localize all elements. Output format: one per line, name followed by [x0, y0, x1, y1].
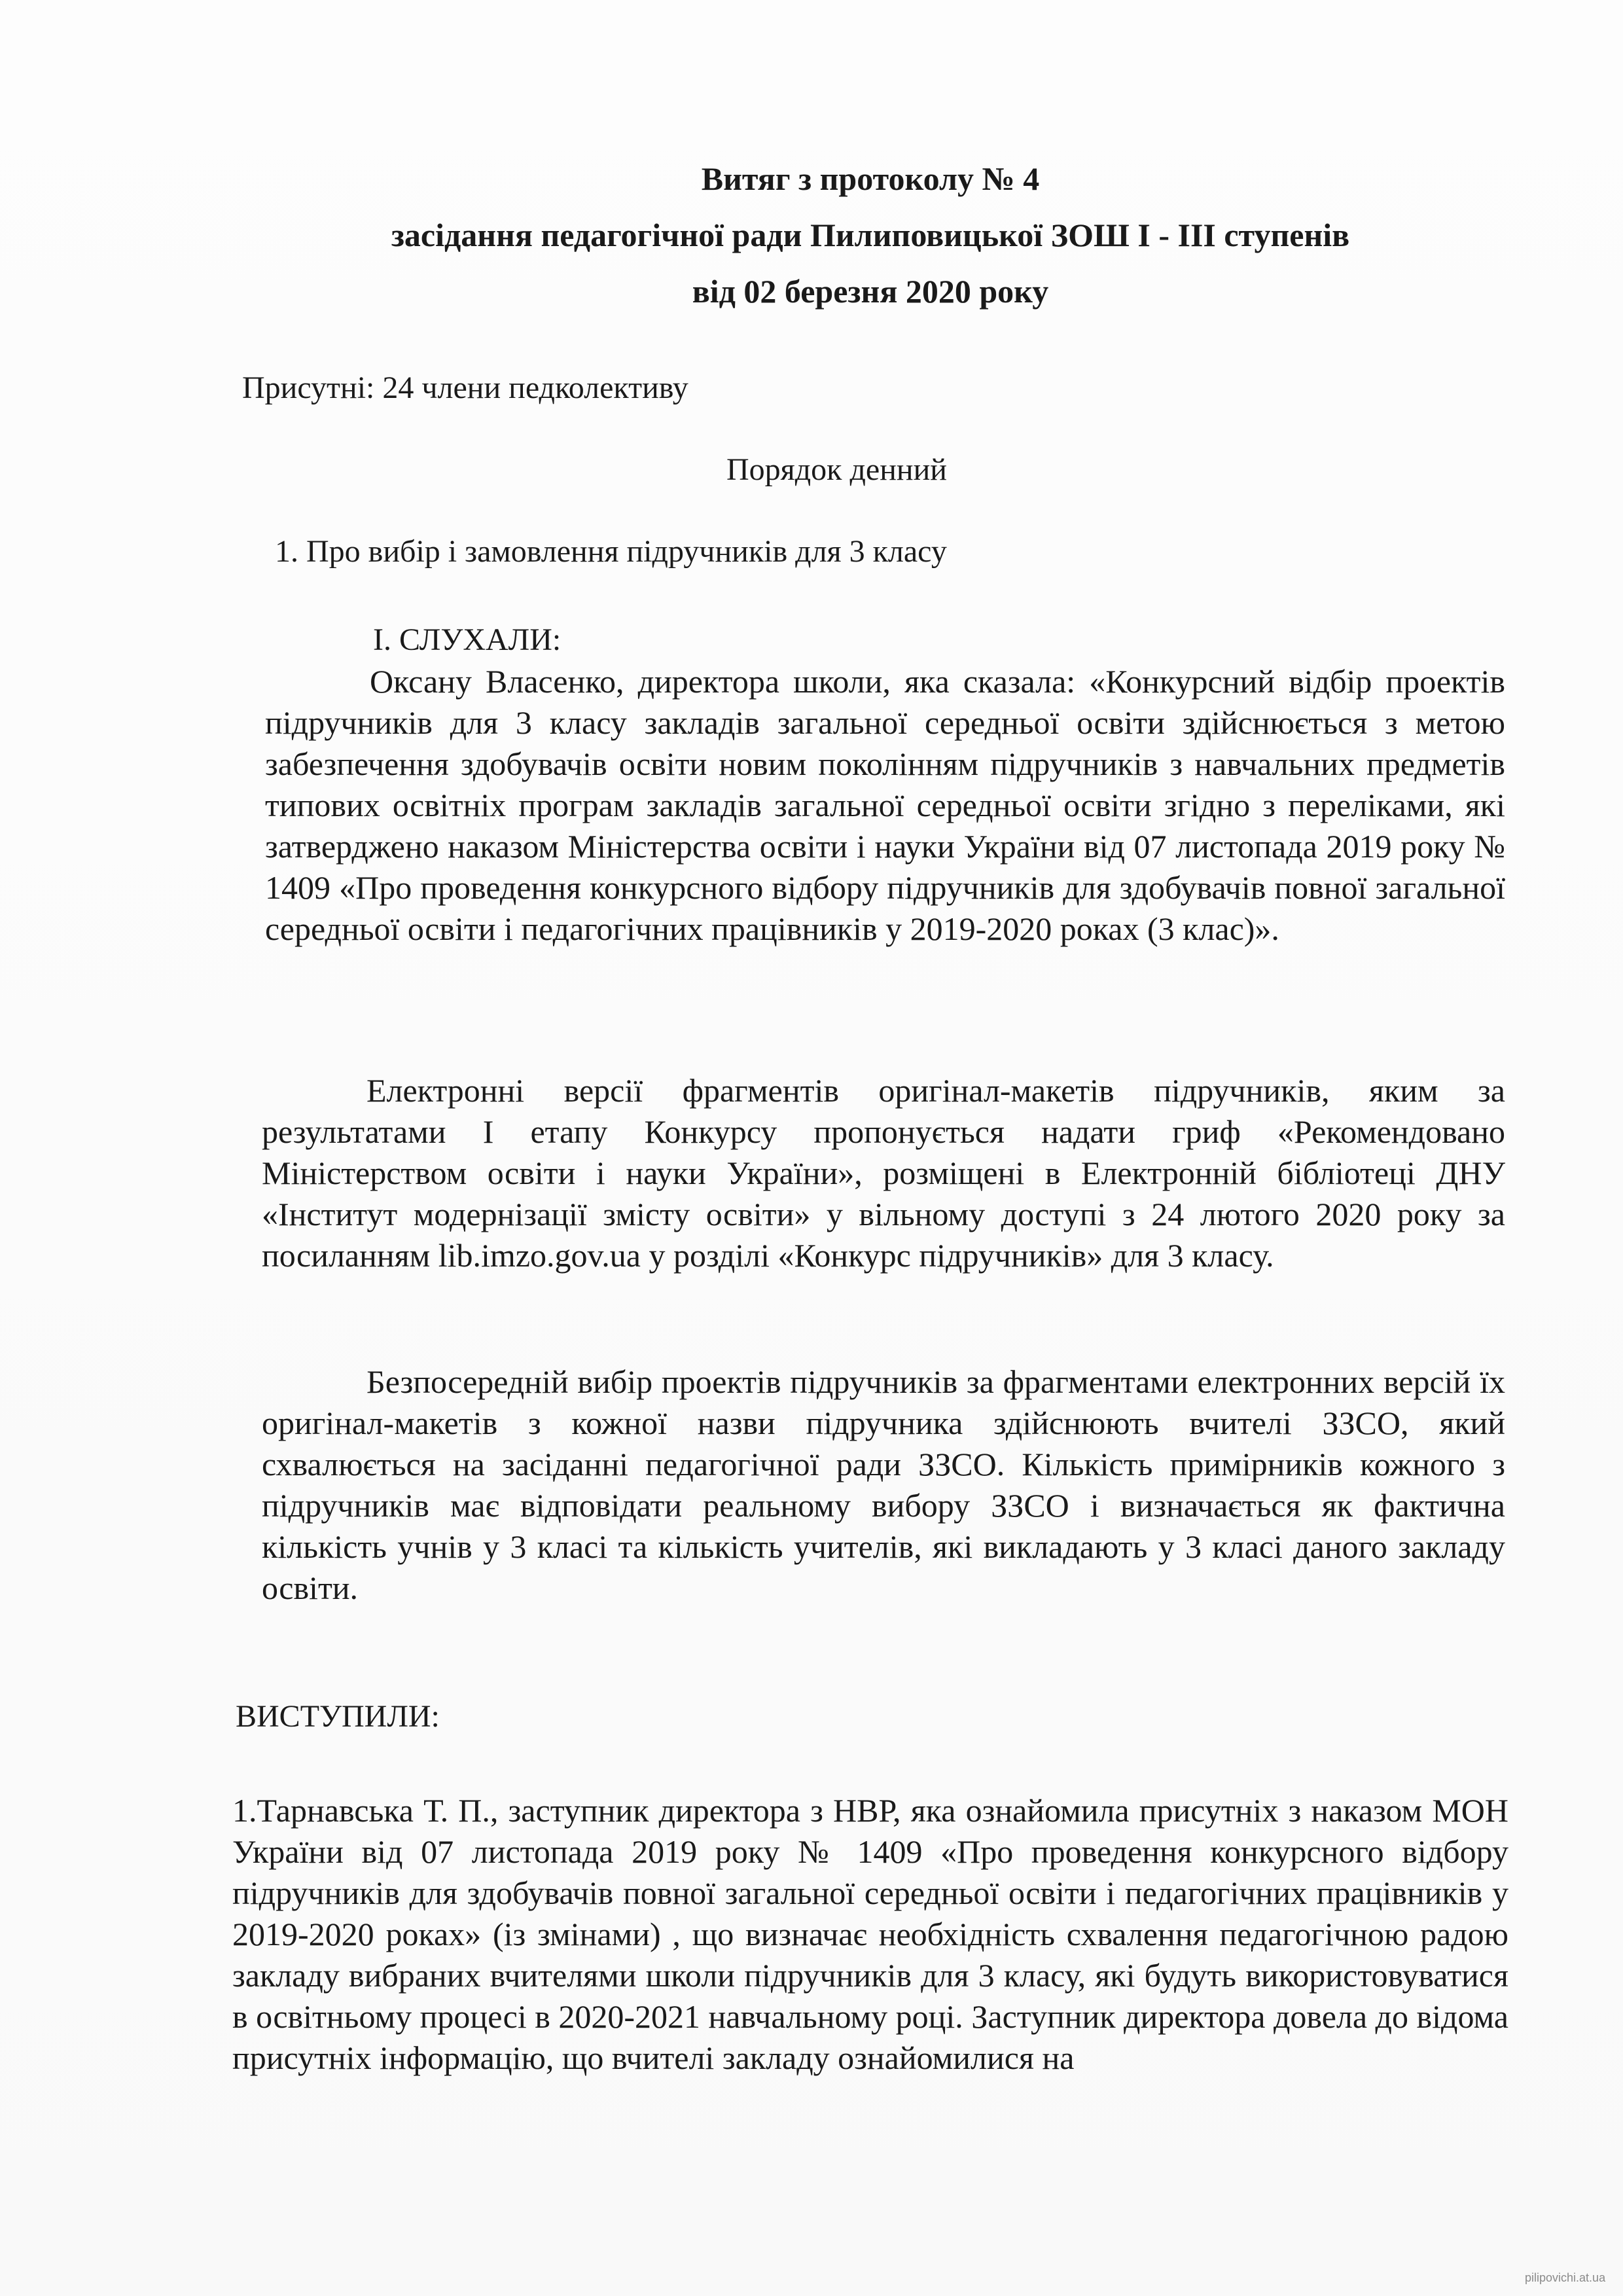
electronic-versions-paragraph: Електронні версії фрагментів оригінал-макетів підручників, яким за результатами І етапу Конкурсу пропонується надати гриф «Рекомендовано Міністерством освіти і науки України», розміщені в Електронній бібліотеці ДНУ «Інститут модернізації змісту освіти» у вільному доступі з 24 лютого 2020 року за посиланням lib.imzo.gov.ua у розділі «Конкурс підручників» для 3 класу.: [262, 1072, 1505, 1274]
title-line-1: Витяг з протоколу № 4: [701, 160, 1040, 197]
spoke-paragraph: 1.Тарнавська Т. П., заступник директора з НВР, яка ознайомила присутніх з наказом МОН України від 07 листопада 2019 року № 1409 «Про проведення конкурсного відбору підручників для здобувачів повної загальної середньої освіти і педагогічних працівників у 2019-2020 роках» (із змінами) , що визначає необхідність схвалення педагогічною радою закладу вибраних вчителями школи підручників для 3 класу, які будуть використовуватися в освітньому процесі в 2020-2021 навчальному році. Заступник директора довела до відома присутніх інформацію, що вчителі закладу ознайомилися на: [232, 1792, 1508, 2076]
heard-paragraph: Оксану Власенко, директора школи, яка сказала: «Конкурсний відбір проектів підручників для 3 класу закладів загальної середньої освіти здійснюється з метою забезпечення здобувачів освіти новим поколінням підручників з навчальних предметів типових освітніх програм закладів загальної середньої освіти згідно з переліками, які затверджено наказом Міністерства освіти і науки України від 07 листопада 2019 року № 1409 «Про проведення конкурсного відбору підручників для здобувачів повної загальної середньої освіти і педагогічних працівників у 2019-2020 роках (3 клас)».: [265, 663, 1505, 947]
heard-heading: І. СЛУХАЛИ:: [373, 622, 562, 657]
agenda-title: Порядок денний: [726, 452, 947, 487]
agenda-item: 1. Про вибір і замовлення підручників для 3 класу: [275, 534, 947, 569]
site-watermark: pilipovichi.at.ua: [1525, 2271, 1606, 2284]
title-line-2: засідання педагогічної ради Пилиповицької ЗОШ І - ІІІ ступенів: [391, 217, 1350, 253]
present-line: Присутні: 24 члени педколективу: [242, 370, 688, 405]
title-line-3: від 02 березня 2020 року: [692, 273, 1049, 310]
document-title: [223, 151, 1518, 319]
selection-paragraph: Безпосередній вибір проектів підручників за фрагментами електронних версій їх оригінал-макетів з кожної назви підручника здійснюють вчителі ЗЗСО, який схвалюється на засіданні педагогічної ради ЗЗСО. Кількість примірників кожного з підручників має відповідати реальному вибору ЗЗСО і визначається як фактична кількість учнів у 3 класі та кількість учителів, які викладають у 3 класі даного закладу освіти.: [262, 1363, 1505, 1606]
spoke-heading: ВИСТУПИЛИ:: [236, 1699, 440, 1734]
